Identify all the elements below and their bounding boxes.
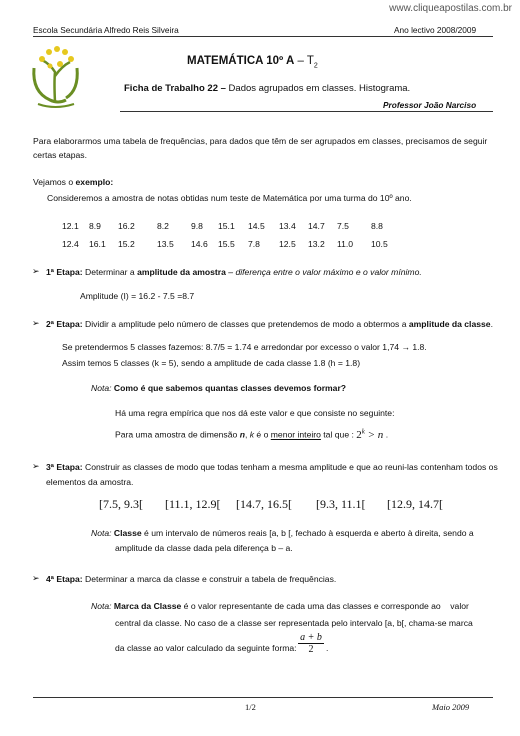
sample-cell: 12.1 <box>62 221 79 231</box>
sample-cell: 15.2 <box>118 239 135 249</box>
step3-heading: 3ª Etapa: Construir as classes de modo que todas tenham a mesma amplitude e que ao reuni-las contenham todos os <box>46 462 498 472</box>
step2-note: Nota: Como é que sabemos quantas classes devemos formar? <box>91 383 347 393</box>
title-sub: 2 <box>313 62 318 70</box>
header-rule <box>33 36 493 37</box>
intro-line-1: Para elaborarmos uma tabela de frequências, para dados que têm de ser agrupados em classes, precisamos de seguir <box>33 136 488 146</box>
sample-cell: 12.4 <box>62 239 79 249</box>
sample-cell: 14.5 <box>248 221 265 231</box>
step4-note-line-2: central da classe. No caso de a classe ser representada pelo intervalo [a, b[, chama-se marca <box>115 618 473 628</box>
step4-note: Nota: Marca da Classe é o valor representante de cada uma das classes e corresponde ao valor <box>91 601 469 611</box>
fraction-denominator: 2 <box>308 644 314 655</box>
school-year: Ano lectivo 2008/2009 <box>394 25 477 35</box>
step4-heading: 4ª Etapa: Determinar a marca da classe e construir a tabela de frequências. <box>46 574 337 584</box>
class-interval: [9.3, 11.1[ <box>316 497 366 511</box>
step1-heading: 1ª Etapa: Determinar a amplitude da amostra – diferença entre o valor máximo e o valor mínimo. <box>46 267 422 277</box>
class-mark-fraction <box>298 632 324 655</box>
sample-cell: 16.2 <box>118 221 135 231</box>
sample-cell: 14.7 <box>308 221 325 231</box>
step3-note-line-2: amplitude da classe dada pela diferença b – a. <box>115 543 293 553</box>
intro-line-2: certas etapas. <box>33 150 87 160</box>
class-interval: [11.1, 12.9[ <box>165 497 221 511</box>
class-interval: [14.7, 16.5[ <box>236 497 292 511</box>
arrow-bullet-icon: ➢ <box>32 266 40 276</box>
title-main: MATEMÁTICA 10º A <box>187 55 295 67</box>
step4-note-line-3: da classe ao valor calculado da seguinte forma: <box>115 643 297 653</box>
title-rule <box>120 111 493 112</box>
step3-line-2: elementos da amostra. <box>46 477 134 487</box>
sample-cell: 13.4 <box>279 221 296 231</box>
fraction-end: . <box>326 643 329 653</box>
footer-rule <box>33 697 493 698</box>
page-title <box>187 55 318 69</box>
fraction-numerator: a + b <box>298 632 324 644</box>
worksheet-title <box>124 83 410 94</box>
professor-name: Professor João Narciso <box>383 100 477 110</box>
sample-cell: 10.5 <box>371 239 388 249</box>
sample-cell: 16.1 <box>89 239 106 249</box>
example-label: Vejamos o exemplo: <box>33 177 114 187</box>
step2-heading: 2ª Etapa: Dividir a amplitude pelo número de classes que pretendemos de modo a obtermos a amplitude da classe. <box>46 319 493 329</box>
sample-cell: 13.2 <box>308 239 325 249</box>
sample-cell: 8.8 <box>371 221 383 231</box>
rule-formula: $2^k > n$ <box>356 427 384 441</box>
sample-cell: 7.5 <box>337 221 349 231</box>
arrow-bullet-icon: ➢ <box>32 318 40 328</box>
class-interval: [7.5, 9.3[ <box>99 497 143 511</box>
step3-note: Nota: Classe é um intervalo de números reais [a, b [, fechado à esquerda e aberto à direita, sendo a <box>91 528 474 538</box>
step1-calc: Amplitude (I) = 16.2 - 7.5 =8.7 <box>80 291 195 301</box>
class-interval: [12.9, 14.7[ <box>387 497 443 511</box>
sample-row-2 <box>62 239 401 255</box>
sample-cell: 7.8 <box>248 239 260 249</box>
worksheet-title-rest: Dados agrupados em classes. Histograma. <box>225 83 411 94</box>
page-number: 1/2 <box>245 702 256 712</box>
step2-line-2: Assim temos 5 classes (k = 5), sendo a amplitude de cada classe 1.8 (h = 1.8) <box>62 358 361 368</box>
watermark: www.cliqueapostilas.com.br <box>389 3 512 14</box>
sample-cell: 11.0 <box>337 239 354 249</box>
school-name: Escola Secundária Alfredo Reis Silveira <box>33 25 179 35</box>
school-tree-logo-icon <box>28 42 83 112</box>
sample-cell: 8.2 <box>157 221 169 231</box>
example-text: Consideremos a amostra de notas obtidas num teste de Matemática por uma turma do 10º ano. <box>47 193 412 203</box>
sample-cell: 15.1 <box>218 221 235 231</box>
sample-cell: 13.5 <box>157 239 174 249</box>
sample-cell: 8.9 <box>89 221 101 231</box>
step2-line-1: Se pretendermos 5 classes fazemos: 8.7/5 = 1.74 e arredondar por excesso o valor 1,74 → 1.8. <box>62 342 427 352</box>
sample-cell: 15.5 <box>218 239 235 249</box>
step2-note-line-1: Há uma regra empírica que nos dá este valor e que consiste no seguinte: <box>115 408 395 418</box>
sample-cell: 9.8 <box>191 221 203 231</box>
sample-row-1 <box>62 221 401 237</box>
footer-date: Maio 2009 <box>432 702 470 712</box>
arrow-bullet-icon: ➢ <box>32 461 40 471</box>
sample-cell: 12.5 <box>279 239 296 249</box>
title-suffix: – T <box>294 55 314 67</box>
step2-note-line-2: Para uma amostra de dimensão n, k é o menor inteiro tal que : $2^k > n$ . <box>115 427 389 441</box>
sample-cell: 14.6 <box>191 239 208 249</box>
worksheet-title-bold: Ficha de Trabalho 22 – <box>124 83 226 94</box>
arrow-bullet-icon: ➢ <box>32 573 40 583</box>
sample-data-table <box>62 221 401 255</box>
